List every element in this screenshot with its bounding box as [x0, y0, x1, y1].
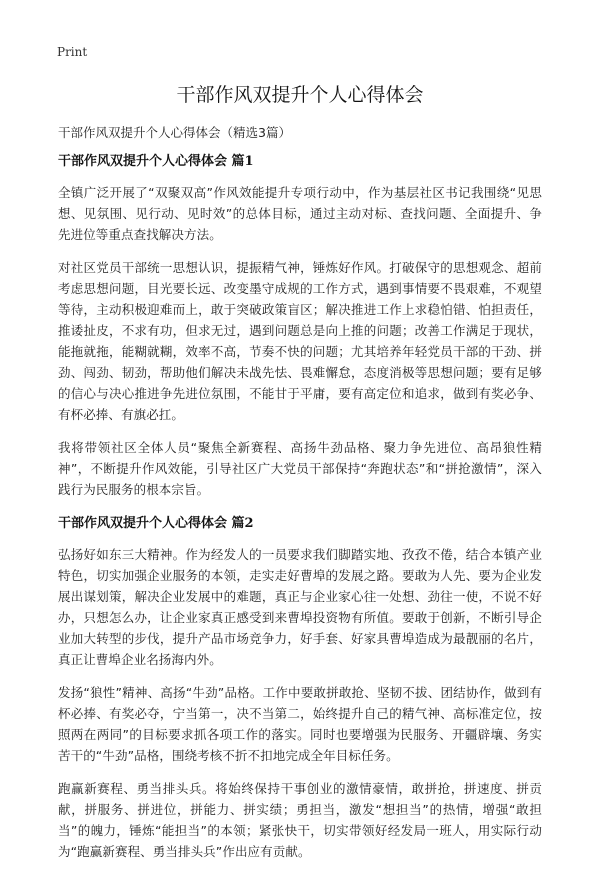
section-heading: 干部作风双提升个人心得体会 篇1 [58, 154, 254, 169]
print-label[interactable]: Print [57, 45, 88, 59]
paragraph: 发扬“狼性”精神、高扬“牛劲”品格。工作中要敢拼敢抢、坚韧不拔、团结协作，做到有杯必捧、有奖必夺，宁当第一，决不当第二，始终提升自己的精气神、高标准定位，按照两在两同”的目标要求抓各项工作的落实。同时也要增强为民服务、开疆辟壤、务实苦干的“牛劲”品格，围绕考核不折不扣地完成全年目标任务。 [58, 685, 542, 763]
paragraph: 跑赢新赛程、勇当排头兵。将始终保持干事创业的激情豪情，敢拼抢，拼速度、拼贡献，拼服务、拼进位，拼能力、拼实绩；勇担当，激发“想担当”的热情，增强“敢担当”的魄力，锤炼“能担当”的本领；紧张快干，切实带领好经发局一班人，用实际行动为“跑赢新赛程、勇当排头兵”作出应有贡献。 [58, 781, 542, 859]
document-title: 干部作风双提升个人心得体会 [176, 84, 424, 106]
paragraph: 弘扬好如东三大精神。作为经发人的一员要求我们脚踏实地、孜孜不倦，结合本镇产业特色，切实加强企业服务的本领，走实走好曹埠的发展之路。要敢为人先、要为企业发展出谋划策，解决企业发展中的难题，真正与企业家心往一处想、劲往一使，不说不好办，只想怎么办，让企业家真正感受到来曹埠投资物有所值。要敢于创新，不断引导企业加大转型的步伐，提升产品市场竞争力，好手套、好家具曹埠造成为最靓丽的名片，真正让曹埠企业名扬海内外。 [58, 547, 542, 667]
paragraph: 全镇广泛开展了“双聚双高”作风效能提升专项行动中，作为基层社区书记我围绕“见思想、见氛围、见行动、见时效”的总体目标，通过主动对标、查找问题、全面提升、争先进位等重点查找解决方法。 [58, 185, 542, 242]
paragraph: 对社区党员干部统一思想认识，提振精气神，锤炼好作风。打破保守的思想观念、超前考虑思想问题，目光要长远、改变墨守成规的工作方式，遇到事情要不畏艰难，不观望等待，主动积极迎难而上，敢于突破政策盲区；解决推进工作上求稳怕错、怕担责任，推诿扯皮，不求有功，但求无过，遇到问题总是向上推的问题；改善工作满足于现状，能拖就拖，能糊就糊，效率不高，节奏不快的问题；尤其培养年轻党员干部的干劲、拼劲、闯劲、韧劲，帮助他们解决未战先怯、畏难懈怠，态度消极等思想问题；要有足够的信心与决心推进争先进位氛围，不能甘于平庸，要有高定位和追求，做到有奖必争、有杯必捧、有旗必扛。 [58, 260, 542, 422]
section-2 [58, 512, 542, 862]
paragraph: 我将带领社区全体人员“聚焦全新赛程、高扬牛劲品格、聚力争先进位、高昂狼性精神”，不断提升作风效能，引导社区广大党员干部保持“奔跑状态”和“拼抢激情”，深入践行为民服务的根本宗旨。 [58, 440, 542, 497]
section-heading: 干部作风双提升个人心得体会 篇2 [58, 516, 254, 531]
section-1 [58, 150, 542, 500]
document-subtitle: 干部作风双提升个人心得体会（精选3篇） [58, 125, 291, 140]
document-content [58, 150, 542, 874]
